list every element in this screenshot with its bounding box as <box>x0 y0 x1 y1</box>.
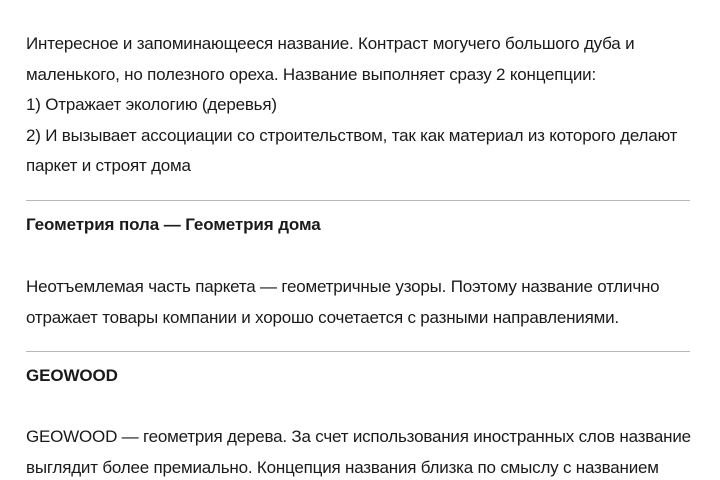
intro-paragraph <box>26 29 690 182</box>
geometry-line: Неотъемлемая часть паркета — геометричные узоры. Поэтому название отлично <box>26 277 660 296</box>
intro-line: паркет и строят дома <box>26 156 191 175</box>
section-divider <box>26 351 690 352</box>
section-heading-geowood: GEOWOOD <box>26 366 118 385</box>
geowood-line: выглядит более премиально. Концепция названия близка по смыслу с названием <box>26 457 659 477</box>
intro-line: Интересное и запоминающееся название. Контраст могучего большого дуба и <box>26 34 635 53</box>
geometry-paragraph <box>26 272 690 333</box>
section-divider <box>26 200 690 201</box>
geowood-paragraph <box>26 422 690 480</box>
intro-line: 1) Отражает экологию (деревья) <box>26 95 277 114</box>
geowood-line: GEOWOOD — геометрия дерева. За счет использования иностранных слов название <box>26 427 691 446</box>
intro-line: маленького, но полезного ореха. Название выполняет сразу 2 концепции: <box>26 64 596 84</box>
geometry-line: отражает товары компании и хорошо сочетается с разными направлениями. <box>26 307 619 327</box>
intro-line: 2) И вызывает ассоциации со строительством, так как материал из которого делают <box>26 125 678 145</box>
section-heading-geometry: Геометрия пола — Геометрия дома <box>26 215 321 234</box>
